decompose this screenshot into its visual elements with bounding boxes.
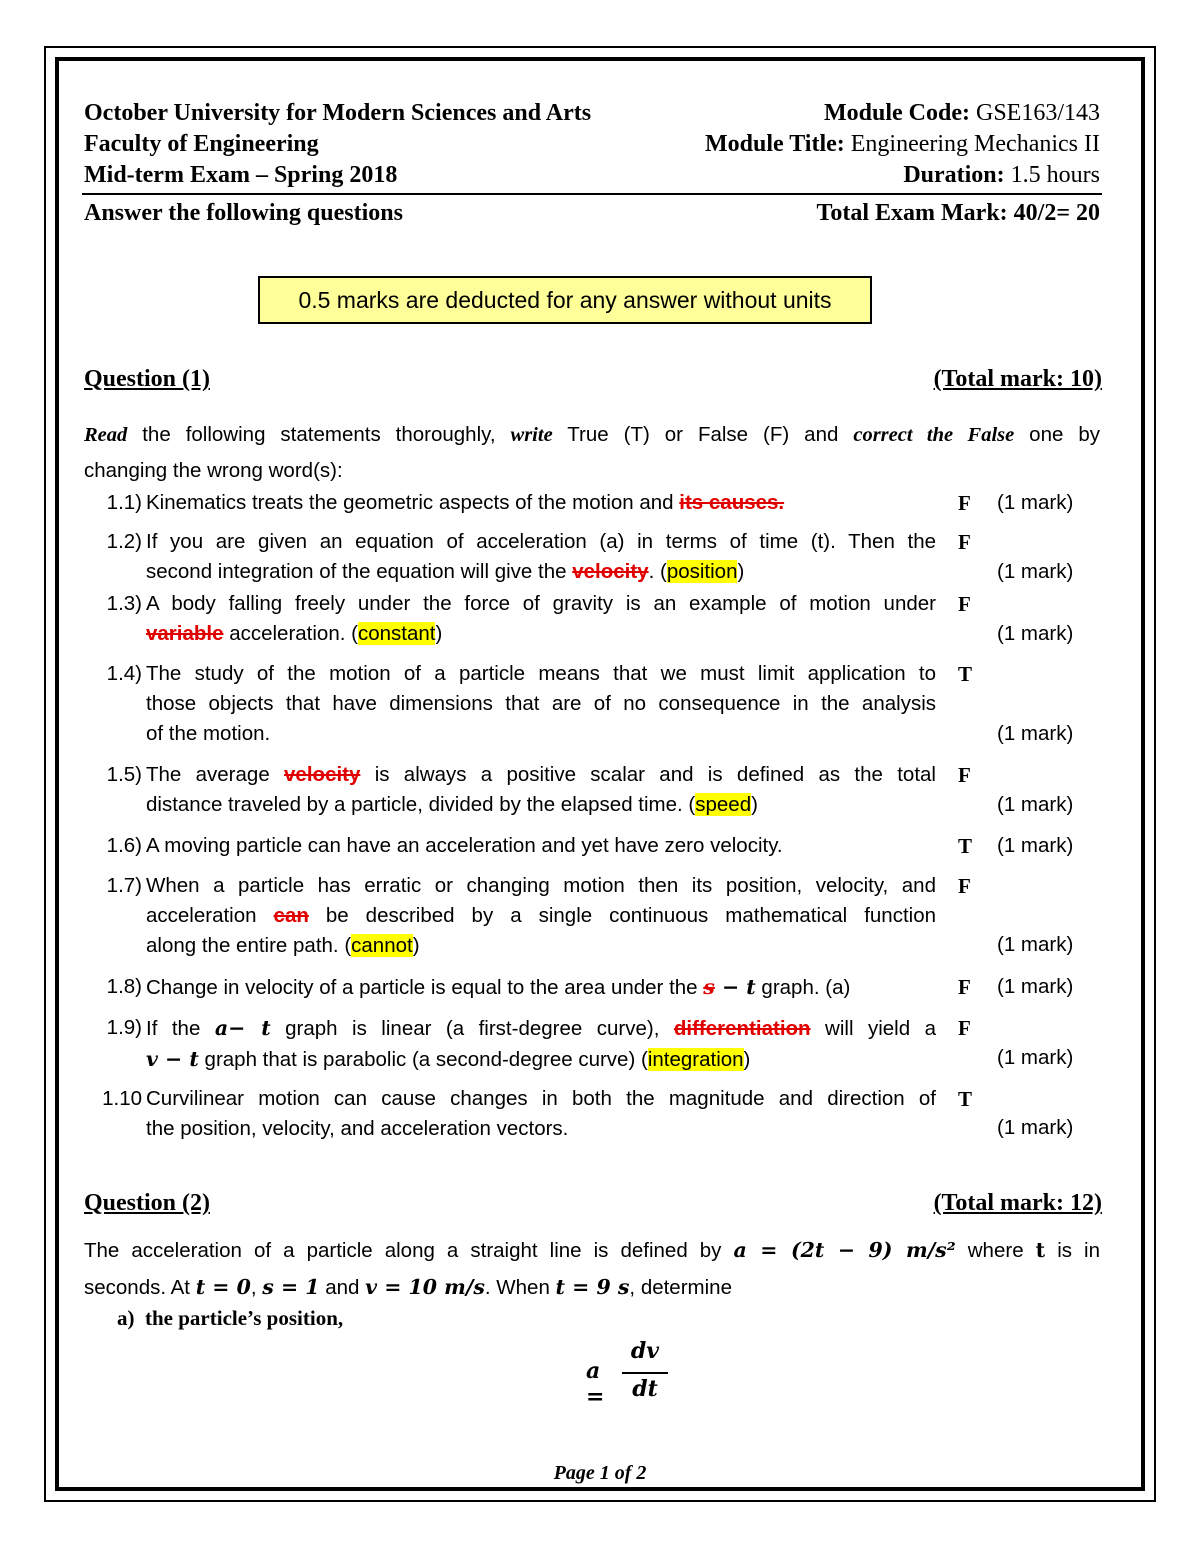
module-title-label: Module Title: [704,131,845,157]
q2-text: . When [484,1276,556,1299]
acceleration-equation: a = (2t − 9) m/s² [733,1238,956,1262]
statement-text: along the entire path. ( [146,934,352,957]
statement-text: ) [751,793,758,816]
statement-text: be described by a single continuous mathematical function [308,904,937,927]
statement-line-1: Curvilinear motion can cause changes in both the magnitude and direction of [146,1087,936,1110]
q2-text: seconds. At [84,1276,196,1299]
item-number: 1.7) [106,874,142,897]
question-1-title: Question (1) [84,366,210,392]
statement-text: Change in velocity of a particle is equal to the area under the [146,976,704,999]
module-title-value: Engineering Mechanics II [850,131,1100,157]
answer-1-8: F [958,975,971,999]
module-title [705,129,1100,160]
statement-1-1 [146,488,936,518]
statement-1-10 [146,1084,936,1144]
question-1-total: (Total mark: 10) [933,366,1102,392]
total-exam-mark: Total Exam Mark: 40/2= 20 [816,200,1100,226]
page-number: Page 1 of 2 [553,1462,647,1484]
q2-text: is in [1045,1239,1101,1262]
question-2-total: (Total mark: 12) [933,1190,1102,1216]
question-2-title: Question (2) [84,1190,210,1216]
q2-text: and [319,1276,366,1299]
mark-1-7: (1 mark) [997,933,1074,956]
statement-text: ) [435,622,443,645]
duration-label: Duration: [903,162,1005,188]
deleted-word: velocity [284,763,361,786]
statement-text: distance traveled by a particle, divided by the elapsed time. ( [146,793,696,816]
answer-1-5: F [958,763,971,787]
mark-1-1: (1 mark) [997,491,1074,514]
math-t: t [1035,1238,1046,1262]
statement-line-1: A body falling freely under the force of gravity is an example of motion under [146,592,936,615]
statement-1-5 [146,760,936,820]
mark-1-5: (1 mark) [997,793,1074,816]
statement-text: The average [146,763,285,786]
equation-denominator: dt [632,1376,658,1402]
statement-line-3: of the motion. [146,722,271,745]
item-number: 1.4) [106,662,142,685]
fraction-bar [622,1372,668,1374]
statement-1-3 [146,589,936,649]
initial-position: s = 1 [262,1275,320,1299]
intro-text-3: one by [1014,423,1100,446]
statement-text: graph. (a) [755,976,851,999]
statement-text: will yield a [810,1017,936,1040]
statement-line-2: the position, velocity, and acceleration vectors. [146,1117,569,1140]
intro-line-2: changing the wrong word(s): [84,459,343,482]
answer-1-7: F [958,874,971,898]
duration-value: 1.5 hours [1010,162,1100,188]
initial-time: t = 0 [195,1275,251,1299]
answer-1-9: F [958,1016,971,1040]
correction-word: integration [647,1048,744,1071]
statement-text: graph that is parabolic (a second-degree curve) ( [198,1048,648,1071]
header-divider [82,193,1102,195]
intro-write: write [510,424,553,446]
statement-text: is always a positive scalar and is defined as the total [360,763,936,786]
statement-1-9 [146,1013,936,1075]
answer-1-6: T [958,834,973,858]
q2-text: The acceleration of a particle along a straight line is defined by [84,1239,734,1262]
deleted-word: velocity [572,560,649,583]
question-2-text [84,1235,1100,1303]
mark-1-10: (1 mark) [997,1116,1074,1139]
correction-word: cannot [351,934,413,957]
deleted-symbol: s [703,975,715,999]
q2-text: , determine [629,1276,732,1299]
mark-1-2: (1 mark) [997,560,1074,583]
statement-line-1: When a particle has erratic or changing motion then its position, velocity, and [146,874,936,897]
mark-1-9: (1 mark) [997,1046,1074,1069]
mark-1-8: (1 mark) [997,975,1074,998]
part-a-label: a) [117,1306,135,1330]
instruction: Answer the following questions [84,200,403,226]
item-number: 1.1) [106,491,142,514]
statement-text: acceleration [146,904,274,927]
duration [903,160,1100,191]
university-name: October University for Modern Sciences and Arts [84,100,592,126]
correction-word: position [666,560,738,583]
statement-1-4 [146,659,936,749]
statement-text: . ( [648,560,667,583]
item-number: 1.9) [106,1016,142,1039]
exam-title: Mid-term Exam – Spring 2018 [84,162,398,188]
module-code-value: GSE163/143 [975,100,1100,126]
statement-line-1: If you are given an equation of acceleration (a) in terms of time (t). Then the [146,530,936,553]
statement-1-7 [146,871,936,961]
deleted-word: variable [146,622,224,645]
intro-text-1: the following statements thoroughly, [127,423,511,446]
item-number: 1.2) [106,530,142,553]
math-expression: − t [714,975,756,999]
equation-numerator: dv [630,1338,660,1364]
item-number: 1.3) [106,592,142,615]
answer-1-4: T [958,662,973,686]
q2-text: , [250,1276,263,1299]
mark-1-3: (1 mark) [997,622,1074,645]
q2-text: where [955,1239,1036,1262]
statement-text: ) [412,934,420,957]
statement-1-6 [146,831,936,861]
mark-1-4: (1 mark) [997,722,1074,745]
equation-lhs: a = [586,1358,605,1410]
statement-text: graph is linear (a first-degree curve), [270,1017,674,1040]
intro-correct: correct the False [853,424,1015,446]
statement-text: If the [146,1017,215,1040]
item-number: 1.5) [106,763,142,786]
deleted-word: differentiation [673,1017,811,1040]
statement-text: ) [737,560,745,583]
statement-text: second integration of the equation will give the [146,560,573,583]
deleted-word: its causes. [679,491,785,514]
math-expression: a− t [214,1016,271,1040]
statement-line-1: A moving particle can have an acceleration and yet have zero velocity. [146,834,783,857]
intro-text-2: True (T) or False (F) and [552,423,854,446]
answer-1-10: T [958,1087,973,1111]
statement-line-2: those objects that have dimensions that are of no consequence in the analysis [146,692,936,715]
correction-word: constant [357,622,436,645]
question-1-intro [84,420,1100,486]
item-number: 1.8) [106,975,142,998]
statement-text: ) [743,1048,751,1071]
statement-1-2 [146,527,936,587]
statement-text: acceleration. ( [223,622,358,645]
target-time: t = 9 s [555,1275,630,1299]
intro-read: Read [84,424,128,446]
statement-text: Kinematics treats the geometric aspects of the motion and [146,491,680,514]
mark-1-6: (1 mark) [997,834,1074,857]
correction-word: speed [695,793,752,816]
answer-1-1: F [958,491,971,515]
item-number: 1.6) [106,834,142,857]
answer-1-3: F [958,592,971,616]
part-a [117,1306,343,1331]
deleted-word: can [273,904,309,927]
answer-1-2: F [958,530,971,554]
statement-line-1: The study of the motion of a particle means that we must limit application to [146,662,936,685]
module-code-label: Module Code: [823,100,970,126]
statement-1-8 [146,972,936,1003]
item-number: 1.10 [102,1087,142,1110]
units-notice: 0.5 marks are deducted for any answer without units [258,276,872,324]
math-expression: v − t [146,1047,199,1071]
initial-velocity: v = 10 m/s [365,1275,485,1299]
part-a-text: the particle’s position, [145,1306,344,1330]
faculty-name: Faculty of Engineering [84,131,319,157]
module-code [824,98,1100,129]
